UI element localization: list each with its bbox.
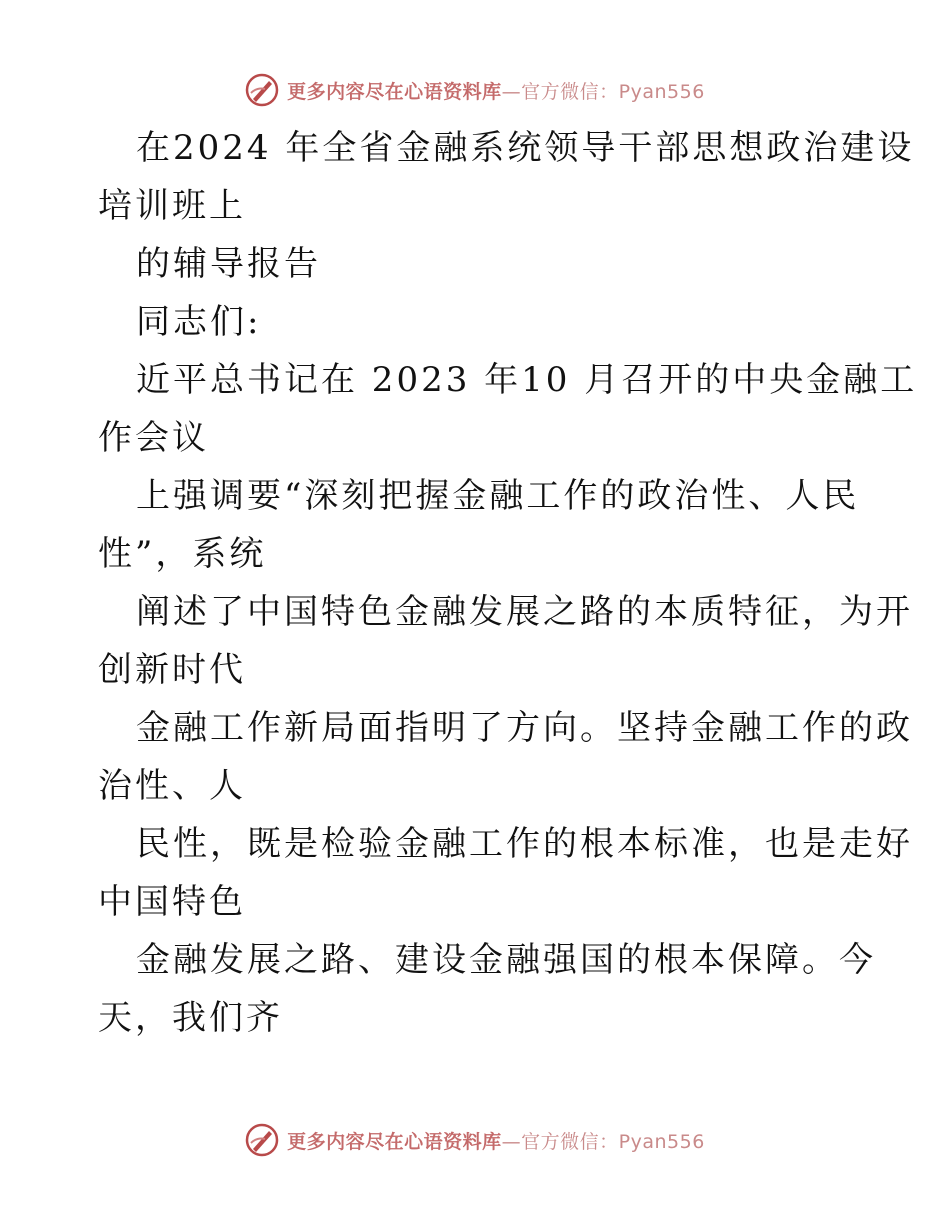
salutation: 同志们: xyxy=(136,302,262,342)
watermark-brand: 更多内容尽在心语资料库 xyxy=(287,1130,502,1153)
paragraph-line: 金融工作新局面指明了方向。坚持金融工作的政 xyxy=(136,708,913,748)
paragraph-line: 天，我们齐 xyxy=(98,998,283,1038)
paragraph-line: 中国特色 xyxy=(98,882,246,922)
paragraph-line: 性”，系统 xyxy=(98,534,267,574)
title-line-1: 在2024 年全省金融系统领导干部思想政治建设 xyxy=(136,128,915,168)
paragraph-line: 创新时代 xyxy=(98,650,246,690)
title-line-3: 的辅导报告 xyxy=(136,244,321,284)
watermark-text xyxy=(287,77,705,104)
paragraph-line: 作会议 xyxy=(98,418,209,458)
quill-logo-icon xyxy=(245,73,279,107)
title-line-2: 培训班上 xyxy=(98,186,246,226)
header-watermark xyxy=(0,70,950,110)
watermark-text xyxy=(287,1127,705,1154)
paragraph-line: 金融发展之路、建设金融强国的根本保障。今 xyxy=(136,940,876,980)
quill-logo-icon xyxy=(245,1123,279,1157)
paragraph-line: 近平总书记在 2023 年10 月召开的中央金融工 xyxy=(136,360,918,400)
paragraph-line: 民性，既是检验金融工作的根本标准，也是走好 xyxy=(136,824,913,864)
watermark-contact: —官方微信：Pyan556 xyxy=(501,1130,705,1153)
paragraph-line: 上强调要“深刻把握金融工作的政治性、人民 xyxy=(136,476,860,516)
paragraph-line: 治性、人 xyxy=(98,766,246,806)
watermark-contact: —官方微信：Pyan556 xyxy=(501,80,705,103)
footer-watermark xyxy=(0,1120,950,1160)
watermark-brand: 更多内容尽在心语资料库 xyxy=(287,80,502,103)
paragraph-line: 阐述了中国特色金融发展之路的本质特征，为开 xyxy=(136,592,913,632)
